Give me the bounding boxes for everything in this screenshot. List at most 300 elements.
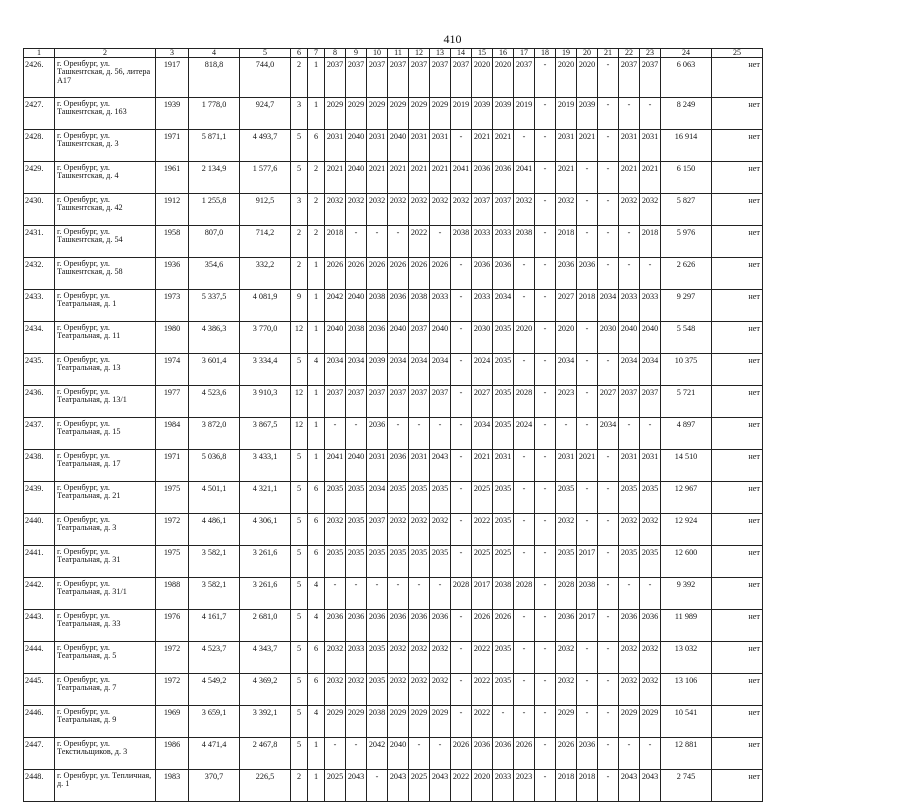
data-cell-col-3: 1917 <box>156 58 189 98</box>
data-cell-col-8: 2042 <box>325 290 346 322</box>
data-cell-col-9: 2043 <box>346 770 367 802</box>
data-cell-col-21: 2030 <box>598 322 619 354</box>
table-row <box>24 258 763 290</box>
data-cell-col-4: 3 872,0 <box>189 418 240 450</box>
data-cell-col-3: 1969 <box>156 706 189 738</box>
data-cell-col-6: 5 <box>291 610 308 642</box>
data-cell-col-11: 2032 <box>388 514 409 546</box>
table-row <box>24 322 763 354</box>
data-cell-col-10: - <box>367 226 388 258</box>
address-cell: г. Оренбург, ул. Театральная, д. 13 <box>55 354 156 386</box>
data-cell-col-7: 1 <box>308 322 325 354</box>
data-cell-col-14: - <box>451 514 472 546</box>
data-cell-col-10: 2032 <box>367 194 388 226</box>
data-cell-col-14: - <box>451 546 472 578</box>
row-number: 2443. <box>24 610 55 642</box>
data-cell-col-19: 2020 <box>556 58 577 98</box>
data-cell-col-16: 2036 <box>493 162 514 194</box>
data-cell-col-4: 4 501,1 <box>189 482 240 514</box>
table-row <box>24 130 763 162</box>
data-cell-col-14: 2028 <box>451 578 472 610</box>
data-cell-col-20: - <box>577 194 598 226</box>
table-row <box>24 546 763 578</box>
data-cell-col-6: 5 <box>291 738 308 770</box>
data-cell-col-14: 2041 <box>451 162 472 194</box>
address-cell: г. Оренбург, ул. Театральная, д. 7 <box>55 674 156 706</box>
data-cell-col-18: - <box>535 450 556 482</box>
page-number: 410 <box>443 32 462 46</box>
data-cell-col-23: 2035 <box>640 482 661 514</box>
data-cell-col-24: 9 392 <box>661 578 712 610</box>
data-cell-col-20: - <box>577 386 598 418</box>
address-cell: г. Оренбург, ул. Театральная, д. 21 <box>55 482 156 514</box>
data-cell-col-13: 2043 <box>430 770 451 802</box>
data-cell-col-8: 2034 <box>325 354 346 386</box>
data-cell-col-20: - <box>577 322 598 354</box>
data-cell-col-22: 2034 <box>619 354 640 386</box>
address-cell: г. Оренбург, ул. Театральная, д. 5 <box>55 642 156 674</box>
data-cell-col-24: 12 967 <box>661 482 712 514</box>
data-cell-col-4: 4 486,1 <box>189 514 240 546</box>
data-cell-col-6: 5 <box>291 642 308 674</box>
table-body <box>24 49 763 802</box>
data-cell-col-7: 1 <box>308 290 325 322</box>
data-cell-col-14: - <box>451 450 472 482</box>
data-cell-col-23: 2032 <box>640 674 661 706</box>
data-cell-col-17: 2024 <box>514 418 535 450</box>
data-cell-col-11: 2043 <box>388 770 409 802</box>
data-cell-col-14: - <box>451 610 472 642</box>
row-number: 2448. <box>24 770 55 802</box>
table-row <box>24 386 763 418</box>
data-cell-col-10: 2039 <box>367 354 388 386</box>
data-cell-col-15: 2020 <box>472 770 493 802</box>
column-header-6: 6 <box>291 49 308 58</box>
data-cell-col-24: 5 827 <box>661 194 712 226</box>
data-cell-col-15: 2037 <box>472 194 493 226</box>
data-cell-col-25: нет <box>712 738 763 770</box>
table-row <box>24 98 763 130</box>
data-cell-col-20: 2018 <box>577 770 598 802</box>
data-cell-col-17: - <box>514 130 535 162</box>
data-cell-col-6: 3 <box>291 98 308 130</box>
table-row <box>24 706 763 738</box>
data-cell-col-17: - <box>514 674 535 706</box>
data-cell-col-20: - <box>577 226 598 258</box>
data-cell-col-23: 2032 <box>640 642 661 674</box>
row-number: 2445. <box>24 674 55 706</box>
data-cell-col-17: 2019 <box>514 98 535 130</box>
address-cell: г. Оренбург, ул. Ташкентская, д. 56, литера А17 <box>55 58 156 98</box>
data-cell-col-19: 2031 <box>556 130 577 162</box>
data-cell-col-14: - <box>451 386 472 418</box>
data-cell-col-22: 2035 <box>619 546 640 578</box>
data-cell-col-5: 744,0 <box>240 58 291 98</box>
data-cell-col-16: 2037 <box>493 194 514 226</box>
data-cell-col-19: 2032 <box>556 194 577 226</box>
row-number: 2429. <box>24 162 55 194</box>
data-cell-col-25: нет <box>712 770 763 802</box>
data-cell-col-7: 4 <box>308 610 325 642</box>
data-cell-col-11: 2040 <box>388 738 409 770</box>
data-cell-col-5: 714,2 <box>240 226 291 258</box>
address-cell: г. Оренбург, ул. Театральная, д. 11 <box>55 322 156 354</box>
data-cell-col-3: 1977 <box>156 386 189 418</box>
data-cell-col-17: - <box>514 546 535 578</box>
data-cell-col-21: - <box>598 674 619 706</box>
data-cell-col-19: 2018 <box>556 226 577 258</box>
data-cell-col-15: 2030 <box>472 322 493 354</box>
row-number: 2427. <box>24 98 55 130</box>
data-cell-col-11: - <box>388 578 409 610</box>
data-cell-col-5: 4 306,1 <box>240 514 291 546</box>
data-cell-col-8: - <box>325 578 346 610</box>
data-cell-col-16: 2036 <box>493 738 514 770</box>
data-cell-col-12: 2032 <box>409 194 430 226</box>
data-cell-col-23: 2040 <box>640 322 661 354</box>
data-cell-col-8: 2041 <box>325 450 346 482</box>
data-cell-col-7: 1 <box>308 738 325 770</box>
data-cell-col-4: 4 549,2 <box>189 674 240 706</box>
data-cell-col-16: 2020 <box>493 58 514 98</box>
data-cell-col-11: 2021 <box>388 162 409 194</box>
data-cell-col-23: 2034 <box>640 354 661 386</box>
data-cell-col-17: 2041 <box>514 162 535 194</box>
data-cell-col-18: - <box>535 514 556 546</box>
row-number: 2428. <box>24 130 55 162</box>
address-cell: г. Оренбург, ул. Ташкентская, д. 42 <box>55 194 156 226</box>
data-cell-col-19: 2019 <box>556 98 577 130</box>
data-cell-col-18: - <box>535 226 556 258</box>
data-cell-col-24: 13 032 <box>661 642 712 674</box>
data-cell-col-25: нет <box>712 258 763 290</box>
data-cell-col-21: - <box>598 738 619 770</box>
data-cell-col-10: 2038 <box>367 290 388 322</box>
data-cell-col-20: - <box>577 674 598 706</box>
data-cell-col-5: 912,5 <box>240 194 291 226</box>
address-cell: г. Оренбург, ул. Театральная, д. 17 <box>55 450 156 482</box>
data-cell-col-4: 354,6 <box>189 258 240 290</box>
data-cell-col-17: - <box>514 354 535 386</box>
data-cell-col-3: 1958 <box>156 226 189 258</box>
data-cell-col-23: 2037 <box>640 386 661 418</box>
data-cell-col-8: 2035 <box>325 482 346 514</box>
data-cell-col-18: - <box>535 610 556 642</box>
data-cell-col-9: 2032 <box>346 194 367 226</box>
data-cell-col-22: 2037 <box>619 386 640 418</box>
data-cell-col-16: 2038 <box>493 578 514 610</box>
row-number: 2431. <box>24 226 55 258</box>
data-cell-col-8: 2018 <box>325 226 346 258</box>
data-cell-col-4: 4 523,7 <box>189 642 240 674</box>
data-cell-col-21: - <box>598 354 619 386</box>
data-cell-col-4: 807,0 <box>189 226 240 258</box>
data-cell-col-20: 2021 <box>577 450 598 482</box>
data-cell-col-17: - <box>514 610 535 642</box>
data-cell-col-9: 2037 <box>346 58 367 98</box>
row-number: 2440. <box>24 514 55 546</box>
data-cell-col-24: 12 600 <box>661 546 712 578</box>
data-cell-col-6: 5 <box>291 674 308 706</box>
data-cell-col-19: 2034 <box>556 354 577 386</box>
data-cell-col-11: 2029 <box>388 706 409 738</box>
data-cell-col-25: нет <box>712 226 763 258</box>
data-cell-col-13: 2032 <box>430 514 451 546</box>
data-cell-col-21: 2027 <box>598 386 619 418</box>
column-header-24: 24 <box>661 49 712 58</box>
data-cell-col-5: 924,7 <box>240 98 291 130</box>
data-cell-col-8: 2032 <box>325 674 346 706</box>
data-cell-col-15: 2022 <box>472 514 493 546</box>
data-cell-col-24: 5 721 <box>661 386 712 418</box>
data-cell-col-15: 2022 <box>472 642 493 674</box>
data-cell-col-21: - <box>598 770 619 802</box>
data-cell-col-9: 2029 <box>346 98 367 130</box>
data-cell-col-24: 10 375 <box>661 354 712 386</box>
data-cell-col-9: - <box>346 738 367 770</box>
table-row <box>24 770 763 802</box>
data-cell-col-18: - <box>535 130 556 162</box>
data-cell-col-7: 1 <box>308 98 325 130</box>
column-header-9: 9 <box>346 49 367 58</box>
data-cell-col-9: - <box>346 226 367 258</box>
data-cell-col-12: 2037 <box>409 386 430 418</box>
column-header-10: 10 <box>367 49 388 58</box>
data-cell-col-21: - <box>598 450 619 482</box>
data-cell-col-7: 6 <box>308 674 325 706</box>
data-cell-col-25: нет <box>712 418 763 450</box>
data-cell-col-6: 12 <box>291 386 308 418</box>
data-cell-col-14: - <box>451 642 472 674</box>
data-cell-col-24: 8 249 <box>661 98 712 130</box>
data-cell-col-10: 2042 <box>367 738 388 770</box>
data-cell-col-4: 5 036,8 <box>189 450 240 482</box>
data-cell-col-19: 2028 <box>556 578 577 610</box>
column-header-23: 23 <box>640 49 661 58</box>
data-cell-col-16: 2033 <box>493 770 514 802</box>
data-cell-col-16: 2021 <box>493 130 514 162</box>
row-number: 2436. <box>24 386 55 418</box>
data-cell-col-14: 2026 <box>451 738 472 770</box>
data-cell-col-3: 1988 <box>156 578 189 610</box>
data-cell-col-22: - <box>619 578 640 610</box>
row-number: 2439. <box>24 482 55 514</box>
data-cell-col-18: - <box>535 354 556 386</box>
data-cell-col-23: - <box>640 98 661 130</box>
data-cell-col-22: 2035 <box>619 482 640 514</box>
data-cell-col-24: 16 914 <box>661 130 712 162</box>
data-cell-col-19: 2027 <box>556 290 577 322</box>
data-cell-col-23: - <box>640 258 661 290</box>
data-cell-col-6: 5 <box>291 354 308 386</box>
data-cell-col-3: 1980 <box>156 322 189 354</box>
data-cell-col-10: 2021 <box>367 162 388 194</box>
data-cell-col-11: 2029 <box>388 98 409 130</box>
data-cell-col-21: - <box>598 514 619 546</box>
data-cell-col-16: 2035 <box>493 354 514 386</box>
data-cell-col-8: 2036 <box>325 610 346 642</box>
data-cell-col-17: - <box>514 482 535 514</box>
data-cell-col-12: 2029 <box>409 98 430 130</box>
data-cell-col-25: нет <box>712 58 763 98</box>
data-cell-col-10: - <box>367 770 388 802</box>
data-cell-col-14: - <box>451 290 472 322</box>
data-cell-col-4: 5 337,5 <box>189 290 240 322</box>
data-cell-col-16: 2031 <box>493 450 514 482</box>
data-cell-col-23: 2031 <box>640 450 661 482</box>
data-cell-col-11: - <box>388 418 409 450</box>
data-cell-col-22: - <box>619 738 640 770</box>
data-cell-col-9: 2034 <box>346 354 367 386</box>
data-cell-col-11: 2035 <box>388 482 409 514</box>
address-cell: г. Оренбург, ул. Ташкентская, д. 54 <box>55 226 156 258</box>
data-cell-col-4: 4 471,4 <box>189 738 240 770</box>
data-cell-col-5: 3 261,6 <box>240 578 291 610</box>
data-cell-col-21: - <box>598 162 619 194</box>
data-cell-col-11: 2032 <box>388 194 409 226</box>
data-cell-col-13: 2026 <box>430 258 451 290</box>
data-cell-col-22: 2040 <box>619 322 640 354</box>
data-cell-col-16: - <box>493 706 514 738</box>
data-cell-col-13: - <box>430 418 451 450</box>
data-cell-col-13: 2029 <box>430 706 451 738</box>
data-cell-col-7: 4 <box>308 354 325 386</box>
data-cell-col-14: 2032 <box>451 194 472 226</box>
data-cell-col-4: 4 523,6 <box>189 386 240 418</box>
data-cell-col-8: 2032 <box>325 194 346 226</box>
data-cell-col-5: 2 467,8 <box>240 738 291 770</box>
data-cell-col-23: - <box>640 578 661 610</box>
data-cell-col-3: 1976 <box>156 610 189 642</box>
data-cell-col-5: 2 681,0 <box>240 610 291 642</box>
data-cell-col-20: 2020 <box>577 58 598 98</box>
column-header-13: 13 <box>430 49 451 58</box>
column-header-2: 2 <box>55 49 156 58</box>
data-cell-col-13: - <box>430 578 451 610</box>
data-cell-col-9: 2040 <box>346 130 367 162</box>
data-cell-col-9: 2035 <box>346 482 367 514</box>
data-cell-col-9: 2035 <box>346 514 367 546</box>
data-cell-col-10: 2031 <box>367 450 388 482</box>
data-cell-col-18: - <box>535 642 556 674</box>
table-row <box>24 482 763 514</box>
address-cell: г. Оренбург, ул. Театральная, д. 33 <box>55 610 156 642</box>
data-cell-col-21: - <box>598 610 619 642</box>
data-cell-col-18: - <box>535 738 556 770</box>
data-cell-col-3: 1975 <box>156 482 189 514</box>
data-cell-col-7: 6 <box>308 642 325 674</box>
data-cell-col-10: 2035 <box>367 674 388 706</box>
data-cell-col-19: 2032 <box>556 642 577 674</box>
data-cell-col-19: 2023 <box>556 386 577 418</box>
row-number: 2446. <box>24 706 55 738</box>
row-number: 2430. <box>24 194 55 226</box>
data-cell-col-24: 2 626 <box>661 258 712 290</box>
row-number: 2433. <box>24 290 55 322</box>
data-cell-col-12: - <box>409 738 430 770</box>
column-header-15: 15 <box>472 49 493 58</box>
data-cell-col-6: 12 <box>291 322 308 354</box>
data-cell-col-20: 2018 <box>577 290 598 322</box>
data-cell-col-5: 3 867,5 <box>240 418 291 450</box>
data-cell-col-12: 2031 <box>409 130 430 162</box>
data-cell-col-13: 2033 <box>430 290 451 322</box>
data-cell-col-4: 4 161,7 <box>189 610 240 642</box>
data-cell-col-13: 2021 <box>430 162 451 194</box>
data-cell-col-23: 2031 <box>640 130 661 162</box>
data-cell-col-11: 2036 <box>388 610 409 642</box>
data-cell-col-23: - <box>640 418 661 450</box>
data-cell-col-10: 2038 <box>367 706 388 738</box>
data-cell-col-6: 5 <box>291 450 308 482</box>
data-cell-col-14: - <box>451 706 472 738</box>
data-cell-col-5: 3 433,1 <box>240 450 291 482</box>
data-cell-col-12: 2034 <box>409 354 430 386</box>
data-cell-col-21: - <box>598 706 619 738</box>
data-cell-col-6: 5 <box>291 514 308 546</box>
data-cell-col-13: 2036 <box>430 610 451 642</box>
data-cell-col-17: - <box>514 514 535 546</box>
data-cell-col-3: 1974 <box>156 354 189 386</box>
data-cell-col-17: - <box>514 450 535 482</box>
data-cell-col-17: 2020 <box>514 322 535 354</box>
data-cell-col-14: - <box>451 130 472 162</box>
address-cell: г. Оренбург, ул. Театральная, д. 31 <box>55 546 156 578</box>
row-number: 2438. <box>24 450 55 482</box>
data-cell-col-20: 2036 <box>577 258 598 290</box>
data-cell-col-3: 1973 <box>156 290 189 322</box>
data-cell-col-12: 2031 <box>409 450 430 482</box>
data-cell-col-12: - <box>409 418 430 450</box>
data-cell-col-21: 2034 <box>598 290 619 322</box>
data-cell-col-3: 1983 <box>156 770 189 802</box>
data-cell-col-22: 2021 <box>619 162 640 194</box>
table-row <box>24 226 763 258</box>
data-cell-col-8: 2035 <box>325 546 346 578</box>
table-row <box>24 674 763 706</box>
data-cell-col-13: - <box>430 738 451 770</box>
address-cell: г. Оренбург, ул. Театральная, д. 13/1 <box>55 386 156 418</box>
data-cell-col-4: 1 778,0 <box>189 98 240 130</box>
data-cell-col-5: 226,5 <box>240 770 291 802</box>
data-cell-col-8: - <box>325 738 346 770</box>
data-cell-col-5: 4 081,9 <box>240 290 291 322</box>
data-cell-col-7: 1 <box>308 418 325 450</box>
data-cell-col-7: 6 <box>308 546 325 578</box>
row-number: 2426. <box>24 58 55 98</box>
data-cell-col-13: 2029 <box>430 98 451 130</box>
data-cell-col-13: 2043 <box>430 450 451 482</box>
data-cell-col-23: 2018 <box>640 226 661 258</box>
address-cell: г. Оренбург, ул. Театральная, д. 15 <box>55 418 156 450</box>
data-cell-col-7: 2 <box>308 194 325 226</box>
data-cell-col-25: нет <box>712 514 763 546</box>
column-header-20: 20 <box>577 49 598 58</box>
data-cell-col-24: 9 297 <box>661 290 712 322</box>
data-cell-col-15: 2022 <box>472 674 493 706</box>
data-cell-col-15: 2021 <box>472 130 493 162</box>
data-cell-col-16: 2035 <box>493 322 514 354</box>
data-cell-col-20: - <box>577 482 598 514</box>
table-row <box>24 290 763 322</box>
data-cell-col-10: 2029 <box>367 98 388 130</box>
data-cell-col-12: 2029 <box>409 706 430 738</box>
data-cell-col-11: 2040 <box>388 130 409 162</box>
table-row <box>24 578 763 610</box>
row-number: 2444. <box>24 642 55 674</box>
data-cell-col-16: 2035 <box>493 418 514 450</box>
data-cell-col-6: 5 <box>291 546 308 578</box>
